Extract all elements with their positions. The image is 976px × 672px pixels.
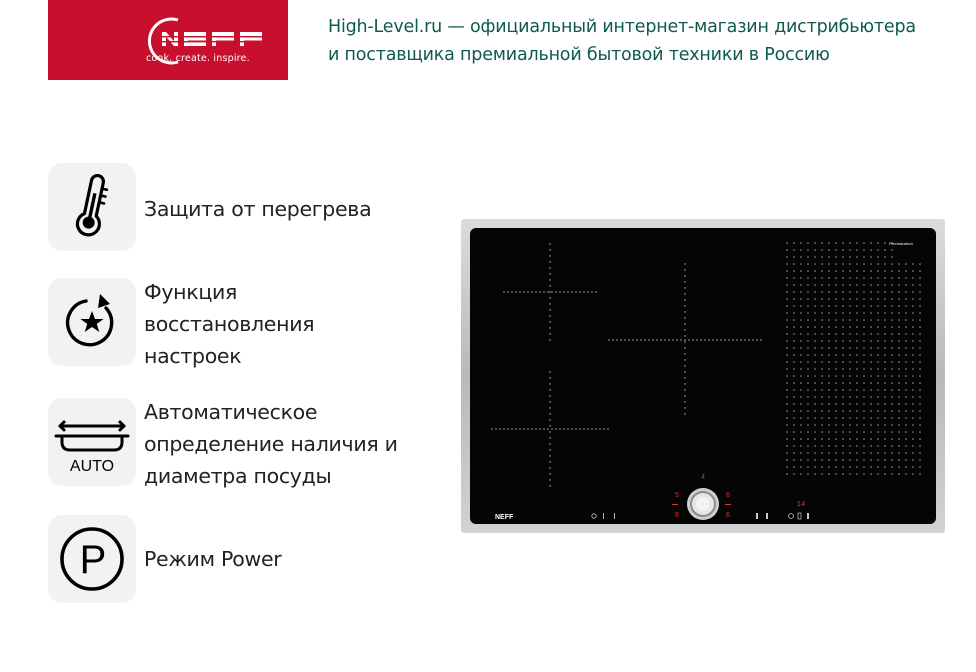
feature-label-power: Режим Power bbox=[144, 547, 282, 571]
feature-label-overheat: Защита от перегрева bbox=[144, 197, 372, 221]
pan-auto-icon-box bbox=[48, 398, 136, 486]
power-icon-text: P bbox=[79, 538, 107, 582]
pan-auto-icon bbox=[48, 398, 136, 486]
hob-panel-text: FlexInduction bbox=[889, 241, 913, 246]
brand-tagline: cook. create. inspire. bbox=[146, 53, 250, 64]
thermometer-icon bbox=[48, 163, 136, 251]
hob-display-left-2: 8 bbox=[674, 512, 680, 520]
auto-icon-text: AUTO bbox=[69, 458, 115, 475]
restore-star-icon bbox=[48, 278, 136, 366]
hob-display-right-2: 6 bbox=[725, 512, 731, 520]
neff-logo[interactable] bbox=[48, 0, 288, 80]
neff-logo-mark bbox=[48, 0, 288, 80]
hob-display-top: 4 bbox=[700, 474, 706, 482]
hob-display-left-1: 5 bbox=[674, 492, 680, 500]
induction-hob-image bbox=[461, 219, 945, 538]
hob-timer: 14 bbox=[796, 501, 806, 509]
header-line-2: и поставщика премиальной бытовой техники в Россию bbox=[328, 45, 830, 65]
feature-label-restore: Функция восстановления настроек bbox=[144, 280, 315, 368]
power-p-icon bbox=[48, 515, 136, 603]
power-p-icon-box bbox=[48, 515, 136, 603]
hob-display-right-1: 6 bbox=[725, 492, 731, 500]
hob-brand: NEFF bbox=[495, 514, 514, 521]
feature-label-auto: Автоматическое определение наличия и диаметра посуды bbox=[144, 400, 398, 488]
header-line-1: High-Level.ru — официальный интернет-магазин дистрибьютера bbox=[328, 17, 916, 37]
restore-star-icon-box bbox=[48, 278, 136, 366]
thermometer-icon-box bbox=[48, 163, 136, 251]
hob-illustration bbox=[461, 219, 945, 533]
header-description bbox=[328, 13, 948, 69]
